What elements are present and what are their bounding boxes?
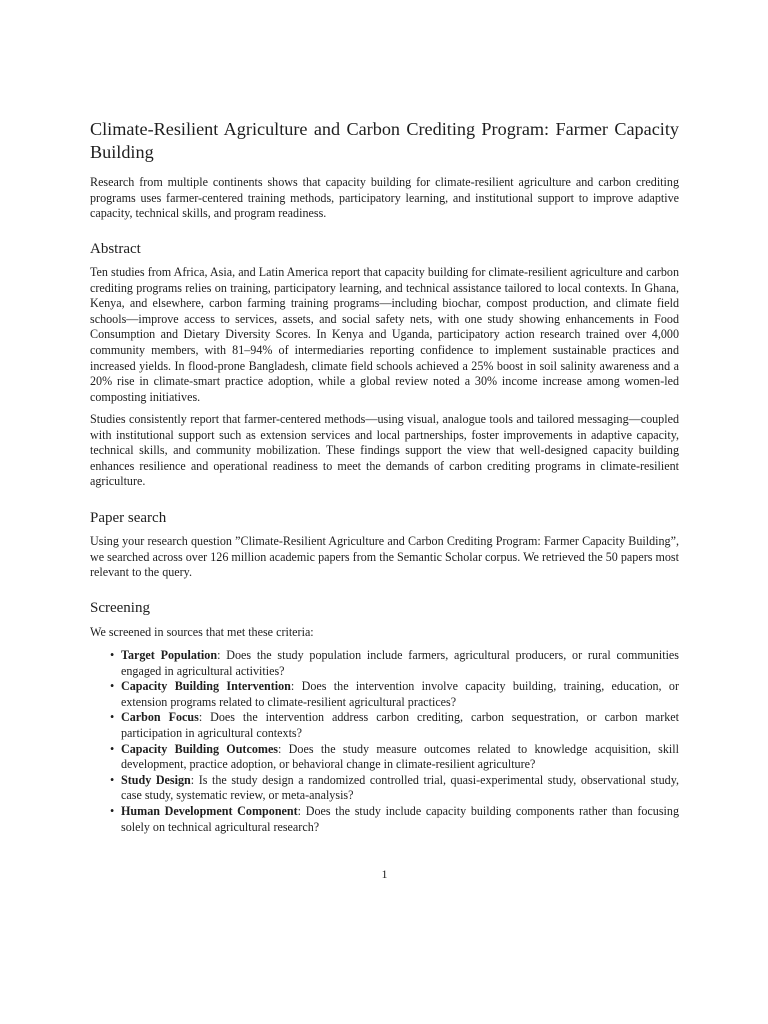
criteria-term: Human Development Component: [121, 803, 298, 818]
abstract-paragraph: Ten studies from Africa, Asia, and Latin America report that capacity building for climate-resilient agriculture and carbon crediting programs relies on training, participatory learning, and technical assistance tailored to local contexts. In Ghana, Kenya, and elsewhere, carbon farming training programs—including biochar, compost production, and climate field schools—improve access to services, assets, and social safety nets, with one study showing enhancements in Food Consumption and Dietary Diversity Scores. In Kenya and Uganda, participatory action research trained over 4,000 community members, with 81–94% of intermediaries reporting confidence to implement sustainable practices and increased yields. In flood-prone Bangladesh, climate field schools achieved a 25% boost in soil salinity awareness and a 20% rise in climate-smart practice adoption, while a global review noted a 30% income increase among women-led composting initiatives.: [90, 265, 679, 404]
criteria-text: : Does the intervention involve capacity building, training, education, or extension programs related to climate-resilient agricultural practices?: [121, 679, 679, 709]
paper-search-heading: Paper search: [90, 510, 167, 526]
screening-heading: Screening: [90, 600, 150, 616]
bullet-icon: •: [110, 741, 115, 756]
page-number: 1: [381, 867, 388, 881]
criteria-text: : Does the intervention address carbon crediting, carbon sequestration, or carbon market participation in agricultural contexts?: [121, 710, 679, 740]
paper-summary: Research from multiple continents shows that capacity building for climate-resilient agriculture and carbon crediting programs uses farmer-centered training methods, participatory learning, and institutional support to improve adaptive capacity, technical skills, and program readiness.: [90, 175, 679, 221]
criteria-term: Capacity Building Intervention: [121, 679, 291, 694]
criteria-term: Target Population: [121, 648, 218, 662]
criteria-term: Capacity Building Outcomes: [121, 741, 279, 756]
criteria-item: [90, 648, 679, 679]
bullet-icon: •: [110, 710, 115, 725]
criteria-item: [90, 742, 679, 773]
criteria-term: Carbon Focus: [121, 710, 199, 725]
criteria-item: [90, 804, 679, 835]
paper-search-paragraph: Using your research question ”Climate-Resilient Agriculture and Carbon Crediting Program: Farmer Capacity Building”, we searched across over 126 million academic papers from the Semantic Scholar corpus. We retrieved the 50 papers most relevant to the query.: [90, 534, 679, 580]
bullet-icon: •: [110, 803, 115, 818]
criteria-text: : Is the study design a randomized controlled trial, quasi-experimental study, observational study, case study, systematic review, or meta-analysis?: [121, 772, 679, 803]
screening-criteria-list: [90, 648, 679, 835]
criteria-text: : Does the study include capacity building components rather than focusing solely on technical agricultural research?: [121, 803, 679, 834]
bullet-icon: •: [110, 679, 115, 694]
criteria-item: [90, 773, 679, 804]
criteria-item: [90, 710, 679, 741]
criteria-term: Study Design: [121, 772, 191, 787]
screening-intro: We screened in sources that met these criteria:: [90, 625, 314, 639]
bullet-icon: •: [110, 772, 115, 787]
abstract-paragraph: Studies consistently report that farmer-centered methods—using visual, analogue tools and tailored messaging—coupled with institutional support such as extension services and local partnerships, foster improvements in adaptive capacity, technical skills, and community mobilization. These findings support the view that well-designed capacity building enhances resilience and operational readiness to meet the demands of carbon crediting programs in climate-resilient agriculture.: [90, 412, 679, 489]
criteria-item: [90, 679, 679, 710]
abstract-heading: Abstract: [90, 241, 141, 257]
bullet-icon: •: [110, 648, 115, 662]
criteria-text: : Does the study measure outcomes related to knowledge acquisition, skill development, practice adoption, or behavioral change in climate-resilient agriculture?: [121, 741, 680, 772]
paper-title: Climate-Resilient Agriculture and Carbon Crediting Program: Farmer Capacity Building: [90, 119, 679, 162]
criteria-text: : Does the study population include farmers, agricultural producers, or rural communities engaged in agricultural activities?: [121, 648, 680, 678]
